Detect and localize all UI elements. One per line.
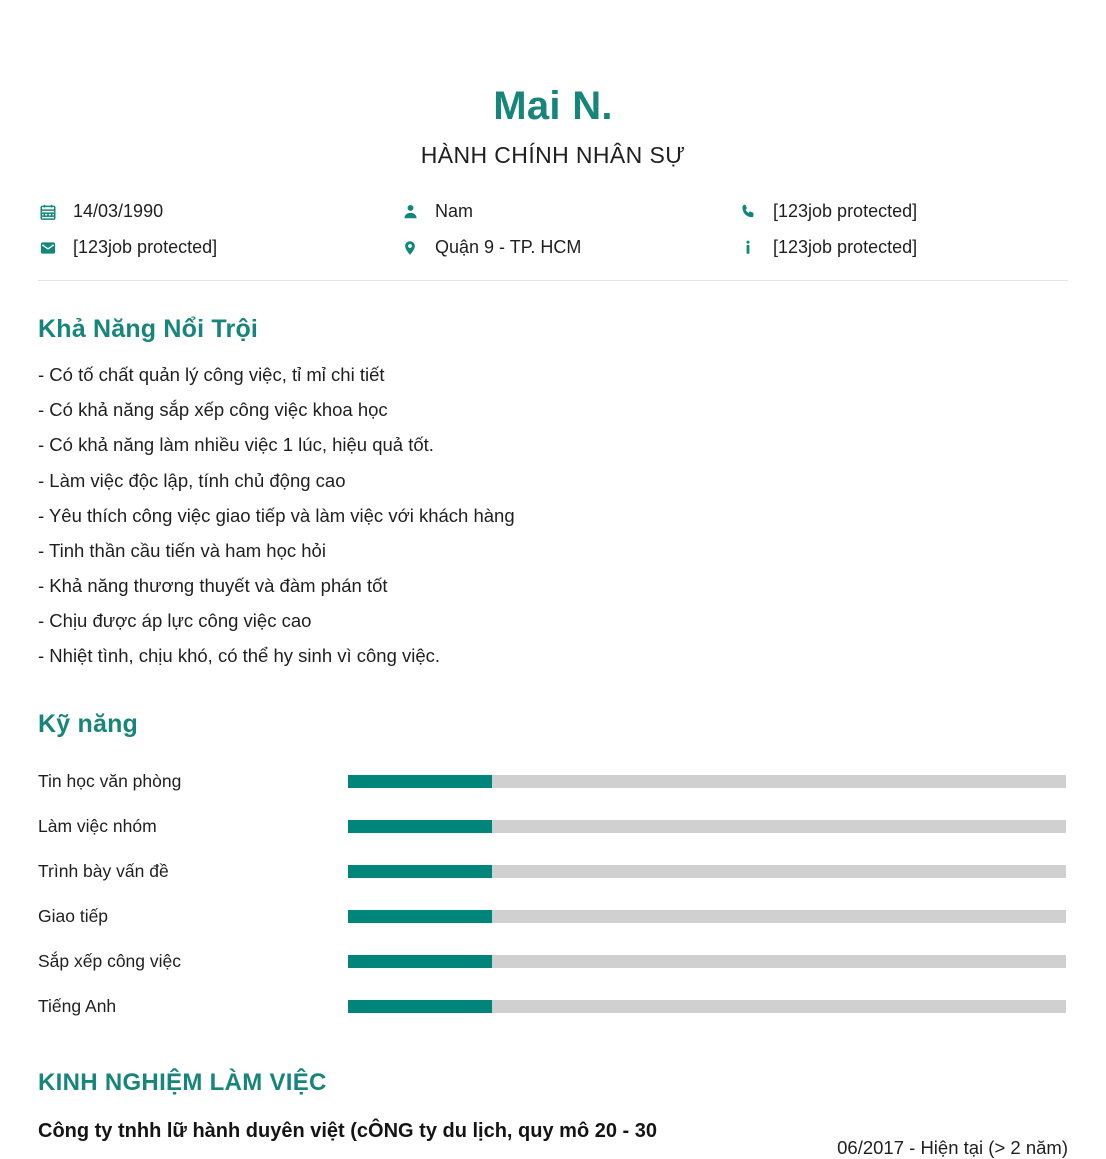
skill-row bbox=[38, 759, 1068, 804]
skill-row bbox=[38, 894, 1068, 939]
skill-label: Sắp xếp công việc bbox=[38, 950, 182, 971]
resume-header bbox=[0, 0, 1106, 169]
abilities-title: Khả Năng Nổi Trội bbox=[38, 315, 259, 343]
contact-email-value: [123job protected] bbox=[73, 237, 218, 257]
skill-bar-track bbox=[348, 955, 1066, 968]
ability-item: - Tinh thần cầu tiến và ham học hỏi bbox=[38, 539, 326, 561]
skill-row bbox=[38, 849, 1068, 894]
skill-bar-track bbox=[348, 820, 1066, 833]
ability-item: - Có khả năng sắp xếp công việc khoa học bbox=[38, 399, 388, 421]
contact-info bbox=[724, 237, 1068, 258]
contact-gender-value: Nam bbox=[435, 201, 474, 221]
contact-phone-value: [123job protected] bbox=[773, 201, 918, 221]
skill-label: Tin học văn phòng bbox=[38, 770, 182, 791]
skill-bar-fill bbox=[348, 910, 492, 923]
skills-list bbox=[38, 759, 1068, 1029]
skill-row bbox=[38, 804, 1068, 849]
contact-address bbox=[394, 237, 724, 258]
contact-birthday-value: 14/03/1990 bbox=[73, 201, 164, 221]
experience-entry bbox=[38, 1119, 1068, 1159]
skill-bar-track bbox=[348, 1000, 1066, 1013]
person-icon bbox=[400, 202, 420, 222]
skill-bar-fill bbox=[348, 1000, 492, 1013]
envelope-icon bbox=[38, 238, 58, 258]
skill-label: Trình bày vấn đề bbox=[38, 860, 169, 881]
skill-bar-track bbox=[348, 865, 1066, 878]
ability-item: - Khả năng thương thuyết và đàm phán tốt bbox=[38, 574, 388, 596]
section-experience bbox=[38, 1069, 1068, 1159]
experience-period: 06/2017 - Hiện tại (> 2 năm) bbox=[837, 1136, 1068, 1158]
skill-bar-track bbox=[348, 910, 1066, 923]
candidate-name: Mai N. bbox=[493, 84, 613, 128]
contact-info-grid bbox=[38, 201, 1068, 258]
ability-item: - Làm việc độc lập, tính chủ động cao bbox=[38, 469, 346, 491]
contact-email bbox=[38, 237, 394, 258]
ability-item: - Có tố chất quản lý công việc, tỉ mỉ chi tiết bbox=[38, 364, 385, 386]
ability-item: - Chịu được áp lực công việc cao bbox=[38, 609, 312, 631]
skill-label: Giao tiếp bbox=[38, 905, 109, 926]
contact-address-value: Quận 9 - TP. HCM bbox=[435, 237, 582, 257]
abilities-list bbox=[38, 358, 1068, 674]
candidate-job-title: HÀNH CHÍNH NHÂN SỰ bbox=[420, 142, 686, 168]
location-pin-icon bbox=[400, 238, 420, 258]
experience-company: Công ty tnhh lữ hành duyên việt (cÔNG ty du lịch, quy mô 20 - 30 bbox=[38, 1119, 657, 1142]
section-skills bbox=[38, 710, 1068, 1029]
contact-phone bbox=[724, 201, 1068, 222]
header-divider bbox=[38, 280, 1068, 281]
contact-gender bbox=[394, 201, 724, 222]
info-icon bbox=[738, 238, 758, 258]
skill-row bbox=[38, 984, 1068, 1029]
ability-item: - Có khả năng làm nhiều việc 1 lúc, hiệu quả tốt. bbox=[38, 434, 434, 456]
ability-item: - Yêu thích công việc giao tiếp và làm việc với khách hàng bbox=[38, 504, 515, 526]
skill-row bbox=[38, 939, 1068, 984]
skill-bar-fill bbox=[348, 955, 492, 968]
skill-label: Làm việc nhóm bbox=[38, 815, 157, 836]
skill-bar-fill bbox=[348, 775, 492, 788]
contact-info-value: [123job protected] bbox=[773, 237, 918, 257]
ability-item: - Nhiệt tình, chịu khó, có thể hy sinh vì công việc. bbox=[38, 645, 441, 667]
phone-icon bbox=[738, 202, 758, 222]
skill-bar-fill bbox=[348, 820, 492, 833]
contact-birthday bbox=[38, 201, 394, 222]
skills-title: Kỹ năng bbox=[38, 709, 139, 738]
skill-label: Tiếng Anh bbox=[38, 995, 117, 1016]
calendar-icon bbox=[38, 202, 58, 222]
experience-title: KINH NGHIỆM LÀM VIỆC bbox=[38, 1068, 327, 1096]
section-abilities bbox=[38, 315, 1068, 674]
skill-bar-fill bbox=[348, 865, 492, 878]
skill-bar-track bbox=[348, 775, 1066, 788]
